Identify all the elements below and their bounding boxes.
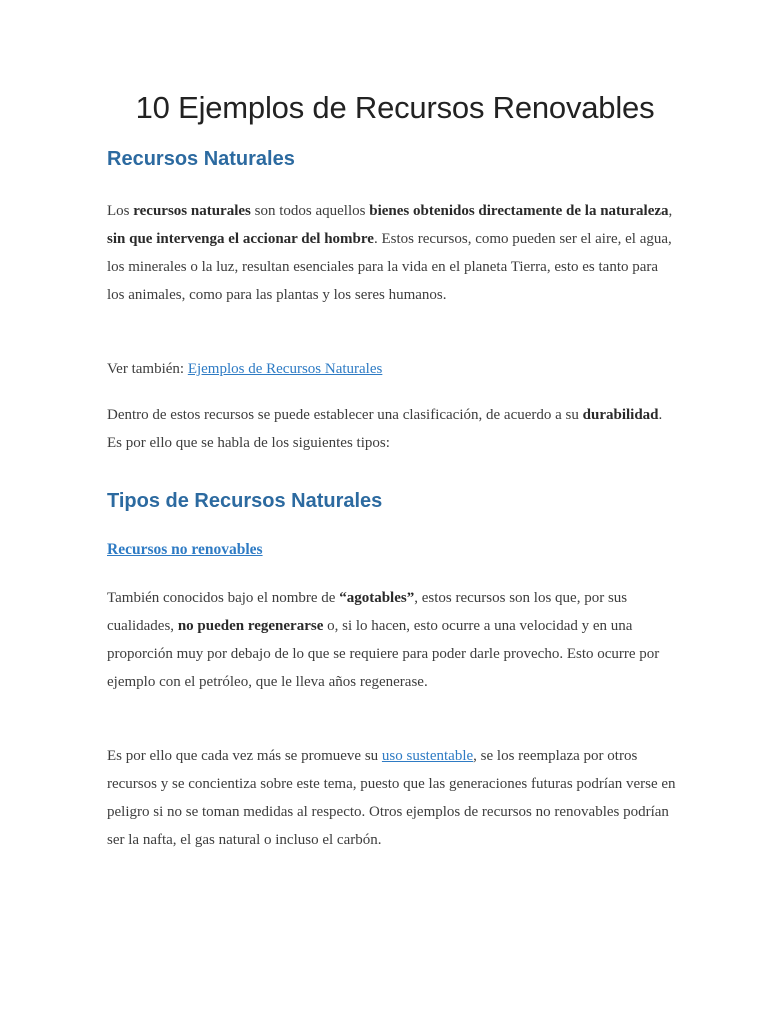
text-run: o, si lo hacen, esto ocurre a una velocidad y en una proporción muy por debajo de lo que se requiere para poder darle provecho. Esto ocurre por ejemplo con el petróleo, que le lleva años regenerase. — [107, 618, 660, 690]
section-heading-tipos-recursos: Tipos de Recursos Naturales — [107, 490, 383, 512]
bold-text: “agotables” — [339, 590, 415, 606]
link-uso-sustentable[interactable]: uso sustentable — [381, 748, 474, 764]
bold-text: bienes obtenidos directamente de la naturaleza — [369, 203, 669, 219]
bold-text: recursos naturales — [133, 203, 251, 219]
link-recursos-no-renovables[interactable]: Recursos no renovables — [107, 541, 263, 558]
text-run: Ver también: — [107, 361, 188, 377]
text-run: . Es por ello que se habla de los siguientes tipos: — [107, 407, 663, 451]
text-run: También conocidos bajo el nombre de — [107, 590, 340, 606]
bold-text: sin que intervenga el accionar del hombre — [107, 231, 374, 247]
page-title: 10 Ejemplos de Recursos Renovables — [135, 90, 655, 125]
text-run: Es por ello que cada vez más se promueve su — [107, 748, 382, 764]
text-run: son todos aquellos — [250, 203, 370, 219]
text-run: , se los reemplaza por otros recursos y se concientiza sobre este tema, puesto que las generaciones futuras podrían verse en peligro si no se toman medidas al respecto. Otros ejemplos de recursos no renovables podrían ser la nafta, el gas natural o incluso el carbón. — [107, 748, 676, 848]
paragraph-definicion — [107, 197, 677, 309]
paragraph-clasificacion — [107, 401, 677, 457]
text-run: , — [668, 203, 673, 219]
paragraph-ver-tambien — [107, 355, 677, 383]
text-run: Los — [107, 203, 134, 219]
text-run: Dentro de estos recursos se puede establecer una clasificación, de acuerdo a su — [107, 407, 583, 423]
link-ejemplos-recursos-naturales[interactable]: Ejemplos de Recursos Naturales — [187, 361, 383, 377]
text-run: . Estos recursos, como pueden ser el aire, el agua, los minerales o la luz, resultan esenciales para la vida en el planeta Tierra, esto es tanto para los animales, como para las plantas y los seres humanos. — [107, 231, 672, 303]
section-heading-recursos-naturales: Recursos Naturales — [107, 148, 295, 170]
text-run: , estos recursos son los que, por sus cualidades, — [107, 590, 628, 634]
paragraph-no-renovables — [107, 584, 677, 696]
paragraph-uso-sustentable — [107, 742, 677, 854]
bold-text: durabilidad — [582, 407, 659, 423]
bold-text: no pueden regenerarse — [177, 618, 324, 634]
